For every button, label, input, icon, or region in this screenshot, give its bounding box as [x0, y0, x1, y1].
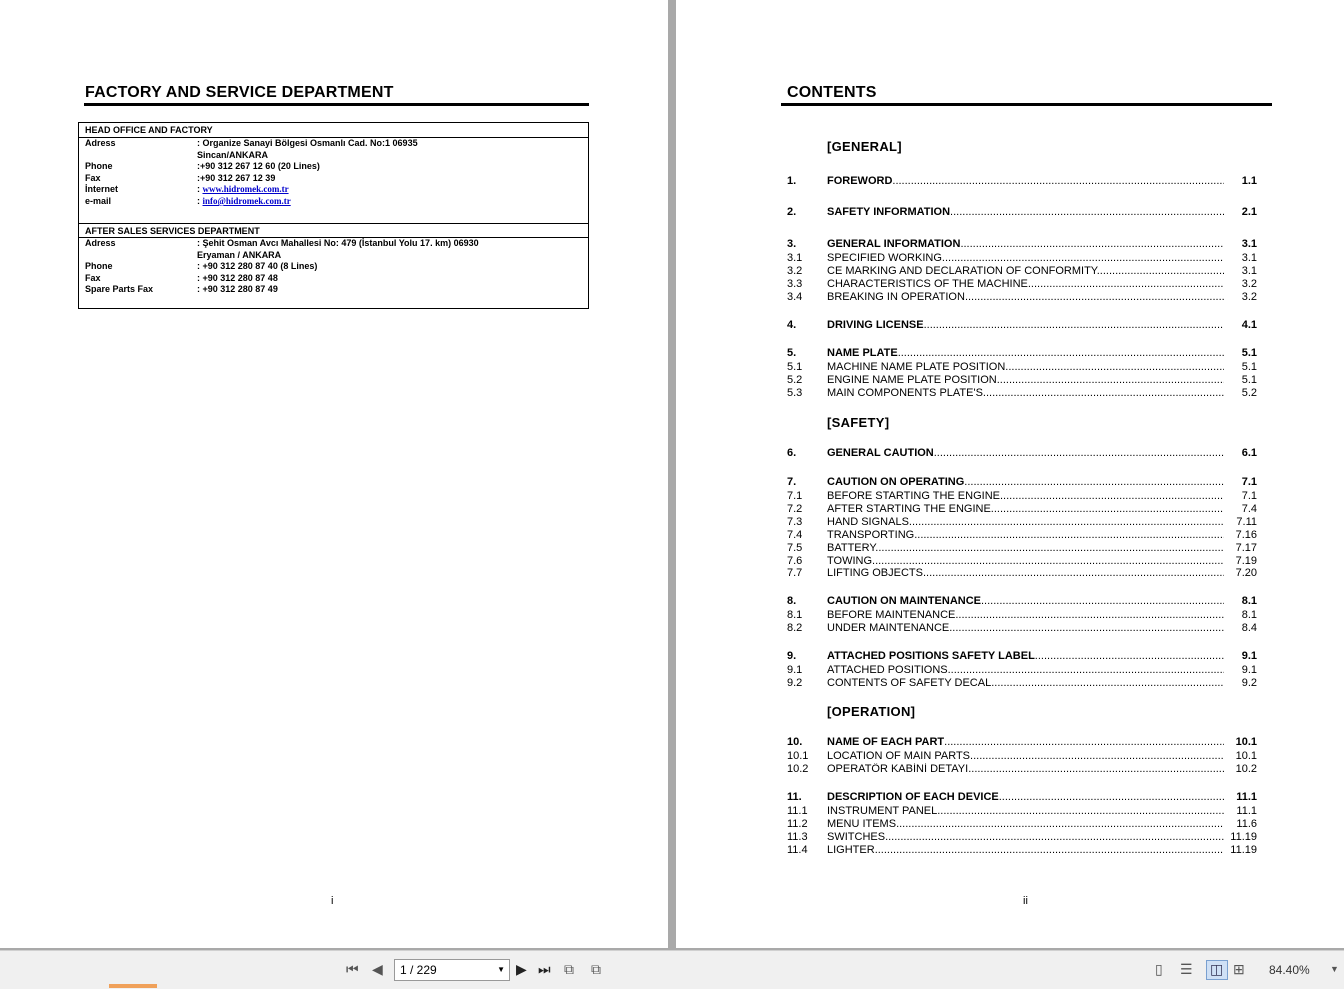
toc-page: 7.1 [1241, 476, 1257, 488]
toc-entry[interactable] [787, 622, 1257, 634]
toc-title: BEFORE MAINTENANCE ..... [827, 609, 1224, 621]
toc-number: 10.1 [787, 750, 809, 762]
page-number: ii [1023, 895, 1028, 907]
toc-title: CE MARKING AND DECLARATION OF CONFORMITY ..... [827, 265, 1224, 277]
contact-value [197, 261, 317, 271]
toc-entry[interactable] [787, 750, 1257, 762]
contact-value-text: : +90 312 280 87 49 [197, 284, 278, 295]
toc-page: 7.17 [1235, 542, 1257, 554]
toc-number: 3.2 [787, 265, 803, 277]
zoom-level[interactable]: 84.40% [1269, 963, 1310, 977]
toc-number: 5.2 [787, 374, 803, 386]
first-page-icon[interactable]: ⏮ [346, 961, 359, 977]
toc-number: 6. [787, 447, 797, 459]
zoom-dropdown-icon[interactable]: ▼ [1330, 964, 1339, 974]
toc-title: INSTRUMENT PANEL ..... [827, 805, 1224, 817]
toc-number: 11.4 [787, 844, 808, 856]
toc-page: 4.1 [1241, 319, 1257, 331]
contact-value [197, 196, 291, 206]
toc-title: CAUTION ON OPERATING ..... [827, 476, 1224, 488]
toc-number: 9.2 [787, 677, 803, 689]
toc-title: HAND SIGNALS ..... [827, 516, 1224, 528]
toc-entry[interactable] [787, 347, 1257, 359]
toc-title: SPECIFIED WORKING ..... [827, 252, 1224, 264]
toc-entry[interactable] [787, 609, 1257, 621]
toc-entry[interactable] [787, 278, 1257, 290]
viewer-toolbar [0, 950, 1344, 989]
head-office-title: HEAD OFFICE AND FACTORY [85, 125, 213, 135]
contact-value [197, 250, 281, 260]
toc-number: 5. [787, 347, 797, 359]
toc-number: 5.1 [787, 361, 803, 373]
toc-number: 3. [787, 238, 797, 250]
toc-category: [GENERAL] [827, 139, 902, 154]
toc-page: 3.2 [1241, 291, 1257, 303]
contact-link[interactable]: www.hidromek.com.tr [202, 184, 289, 195]
toc-title: GENERAL CAUTION ..... [827, 447, 1224, 459]
toc-number: 5.3 [787, 387, 803, 399]
toc-page: 7.4 [1241, 503, 1257, 515]
toc-page: 9.1 [1241, 664, 1257, 676]
toc-title: OPERATÖR KABİNİ DETAYI ..... [827, 763, 1224, 775]
contact-box [78, 122, 589, 309]
toc-entry[interactable] [787, 265, 1257, 277]
contact-value-text: : Şehit Osman Avcı Mahallesi No: 479 (İstanbul Yolu 17. km) 06930 [197, 238, 479, 248]
toc-number: 2. [787, 206, 797, 218]
toc-entry[interactable] [787, 844, 1257, 856]
contact-value-text: : Organize Sanayi Bölgesi Osmanlı Cad. No:1 06935 [197, 138, 418, 148]
toc-page: 11.1 [1236, 791, 1257, 803]
after-sales-title: AFTER SALES SERVICES DEPARTMENT [85, 226, 260, 236]
page-number-field[interactable] [394, 959, 510, 981]
contact-value-text: Eryaman / ANKARA [197, 249, 282, 260]
toc-entry[interactable] [787, 503, 1257, 515]
toc-entry[interactable] [787, 805, 1257, 817]
toc-number: 3.3 [787, 278, 803, 290]
toc-entry[interactable] [787, 319, 1257, 331]
toc-title: AFTER STARTING THE ENGINE ..... [827, 503, 1224, 515]
fit-page-icon[interactable]: ⧉ [591, 961, 601, 977]
contact-label: Fax [85, 172, 101, 183]
contact-value [197, 138, 418, 148]
toc-page: 7.16 [1235, 529, 1257, 541]
toc-page: 8.4 [1241, 622, 1257, 634]
toc-entry[interactable] [787, 677, 1257, 689]
toc-page: 7.20 [1235, 567, 1257, 579]
toc-page: 5.2 [1241, 387, 1257, 399]
toc-title: MACHINE NAME PLATE POSITION ..... [827, 361, 1224, 373]
contact-value [197, 284, 278, 294]
toc-page: 11.1 [1236, 805, 1257, 817]
toc-number: 7. [787, 476, 797, 488]
single-page-icon[interactable]: ▯ [1155, 961, 1163, 977]
contact-value [197, 173, 275, 183]
toc-number: 7.5 [787, 542, 803, 554]
toc-page: 7.11 [1236, 516, 1257, 528]
toc-number: 11. [787, 791, 802, 803]
toc-page: 10.1 [1235, 736, 1257, 748]
toc-number: 7.3 [787, 516, 803, 528]
toc-number: 11.3 [787, 831, 808, 843]
toc-category: [OPERATION] [827, 704, 916, 719]
toc-page: 3.1 [1241, 265, 1257, 277]
contact-label: Phone [85, 161, 113, 172]
toc-number: 4. [787, 319, 797, 331]
toc-title: ATTACHED POSITIONS ..... [827, 664, 1224, 676]
toc-number: 7.6 [787, 555, 803, 567]
page-number: i [331, 895, 334, 907]
toc-page: 10.2 [1235, 763, 1257, 775]
contact-value [197, 238, 479, 248]
toc-title: GENERAL INFORMATION ..... [827, 238, 1224, 250]
toc-entry[interactable] [787, 555, 1257, 567]
toc-page: 2.1 [1241, 206, 1257, 218]
toc-title: BATTERY ..... [827, 542, 1224, 554]
contact-label: Spare Parts Fax [85, 284, 154, 295]
toc-page: 11.6 [1236, 818, 1257, 830]
toc-title: TRANSPORTING ..... [827, 529, 1224, 541]
contact-value [197, 161, 320, 171]
toc-title: MAIN COMPONENTS PLATE'S ..... [827, 387, 1224, 399]
toc-page: 7.1 [1241, 490, 1257, 502]
contact-value-text: : [197, 184, 203, 195]
page-heading: CONTENTS [787, 84, 877, 101]
toc-number: 11.1 [787, 805, 808, 817]
toc-page: 5.1 [1241, 361, 1257, 373]
prev-page-icon[interactable]: ◀ [372, 961, 383, 977]
toc-entry[interactable] [787, 763, 1257, 775]
page-left [0, 0, 668, 948]
toc-title: LIFTING OBJECTS ..... [827, 567, 1224, 579]
page-right [676, 0, 1344, 948]
contact-value-text: : [197, 196, 203, 206]
heading-rule [781, 103, 1272, 106]
toc-category: [SAFETY] [827, 415, 890, 430]
toc-page: 3.1 [1241, 238, 1257, 250]
toc-title: TOWING ..... [827, 555, 1224, 567]
two-page-continuous-icon[interactable]: ⊞ [1233, 961, 1245, 977]
contact-link[interactable]: info@hidromek.com.tr [202, 196, 291, 206]
toc-title: BREAKING IN OPERATION ..... [827, 291, 1224, 303]
contact-label: Adress [85, 138, 116, 148]
contact-value [197, 184, 289, 194]
toc-entry[interactable] [787, 516, 1257, 528]
toc-page: 9.1 [1241, 650, 1257, 662]
toc-title: SWITCHES ..... [827, 831, 1224, 843]
toc-entry[interactable] [787, 387, 1257, 399]
toc-entry[interactable] [787, 291, 1257, 303]
toc-title: LOCATION OF MAIN PARTS ..... [827, 750, 1224, 762]
toc-number: 8. [787, 595, 797, 607]
toc-entry[interactable] [787, 791, 1257, 803]
toc-title: ENGINE NAME PLATE POSITION ..... [827, 374, 1224, 386]
contact-value-text: Sincan/ANKARA [197, 149, 269, 160]
heading-rule [84, 103, 589, 106]
toc-page: 8.1 [1241, 595, 1257, 607]
toc-title: NAME OF EACH PART ..... [827, 736, 1224, 748]
toc-page: 8.1 [1241, 609, 1257, 621]
toc-page: 6.1 [1241, 447, 1257, 459]
toc-title: FOREWORD ..... [827, 175, 1224, 187]
page-field-value: 1 / 229 [400, 963, 437, 977]
toc-title: ATTACHED POSITIONS SAFETY LABEL ..... [827, 650, 1224, 662]
next-page-icon[interactable]: ▶ [516, 961, 527, 977]
divider [79, 223, 588, 224]
continuous-page-icon[interactable]: ☰ [1180, 961, 1193, 977]
toc-entry[interactable] [787, 490, 1257, 502]
toc-title: DRIVING LICENSE ..... [827, 319, 1224, 331]
toc-entry[interactable] [787, 650, 1257, 662]
contact-value-text: : +90 312 280 87 48 [197, 272, 278, 283]
contact-value-text: :+90 312 267 12 60 (20 Lines) [197, 161, 320, 172]
two-page-icon: ◫ [1210, 961, 1224, 977]
toc-entry[interactable] [787, 252, 1257, 264]
toc-title: UNDER MAINTENANCE ..... [827, 622, 1224, 634]
toc-title: DESCRIPTION OF EACH DEVICE ..... [827, 791, 1224, 803]
toc-page: 3.2 [1241, 278, 1257, 290]
toc-page: 5.1 [1241, 347, 1257, 359]
toc-page: 1.1 [1241, 175, 1257, 187]
toc-entry[interactable] [787, 175, 1257, 187]
contact-label: Phone [85, 261, 113, 272]
toc-number: 1. [787, 175, 797, 187]
toc-entry[interactable] [787, 529, 1257, 541]
toc-entry[interactable] [787, 542, 1257, 554]
toc-entry[interactable] [787, 238, 1257, 250]
toc-page: 11.19 [1230, 844, 1257, 856]
toc-entry[interactable] [787, 374, 1257, 386]
toc-number: 8.2 [787, 622, 803, 634]
toc-number: 3.1 [787, 252, 803, 264]
toc-entry[interactable] [787, 206, 1257, 218]
toc-entry[interactable] [787, 476, 1257, 488]
toc-number: 8.1 [787, 609, 803, 621]
toc-number: 7.7 [787, 567, 803, 579]
toc-title: NAME PLATE ..... [827, 347, 1224, 359]
last-page-icon[interactable]: ⏭ [538, 961, 551, 977]
chevron-down-icon[interactable]: ▼ [497, 965, 505, 974]
toc-entry[interactable] [787, 664, 1257, 676]
toc-entry[interactable] [787, 567, 1257, 579]
toc-page: 7.19 [1235, 555, 1257, 567]
toc-page: 9.2 [1241, 677, 1257, 689]
toc-title: CONTENTS OF SAFETY DECAL ..... [827, 677, 1224, 689]
toc-page: 11.19 [1230, 831, 1257, 843]
contact-label: Adress [85, 238, 116, 248]
toc-number: 7.1 [787, 490, 803, 502]
toc-number: 7.2 [787, 503, 803, 515]
contact-label: Fax [85, 272, 101, 283]
toc-number: 11.2 [787, 818, 808, 830]
toc-title: MENU ITEMS ..... [827, 818, 1224, 830]
toc-title: CHARACTERISTICS OF THE MACHINE ..... [827, 278, 1224, 290]
toc-entry[interactable] [787, 361, 1257, 373]
toc-page: 3.1 [1241, 252, 1257, 264]
fit-width-icon[interactable]: ⧉ [564, 961, 574, 977]
toc-entry[interactable] [787, 818, 1257, 830]
toc-page: 5.1 [1241, 374, 1257, 386]
toc-entry[interactable] [787, 595, 1257, 607]
two-page-view-button[interactable] [1206, 960, 1228, 980]
toc-title: CAUTION ON MAINTENANCE ..... [827, 595, 1224, 607]
toc-entry[interactable] [787, 447, 1257, 459]
toc-number: 9.1 [787, 664, 803, 676]
toc-number: 10.2 [787, 763, 809, 775]
contact-label: İnternet [85, 184, 119, 195]
page-heading: FACTORY AND SERVICE DEPARTMENT [85, 84, 394, 101]
contact-value-text: :+90 312 267 12 39 [197, 172, 276, 183]
toc-number: 3.4 [787, 291, 803, 303]
contact-value-text: : +90 312 280 87 40 (8 Lines) [197, 261, 318, 272]
toc-title: LIGHTER ..... [827, 844, 1224, 856]
toc-entry[interactable] [787, 831, 1257, 843]
toc-page: 10.1 [1235, 750, 1257, 762]
contact-value [197, 150, 268, 160]
toc-number: 10. [787, 736, 803, 748]
toc-title: BEFORE STARTING THE ENGINE ..... [827, 490, 1224, 502]
toc-number: 7.4 [787, 529, 803, 541]
contact-value [197, 273, 278, 283]
taskbar-accent [109, 984, 157, 988]
toc-number: 9. [787, 650, 797, 662]
contact-label: e-mail [85, 196, 112, 206]
toc-title: SAFETY INFORMATION ..... [827, 206, 1224, 218]
toc-entry[interactable] [787, 736, 1257, 748]
